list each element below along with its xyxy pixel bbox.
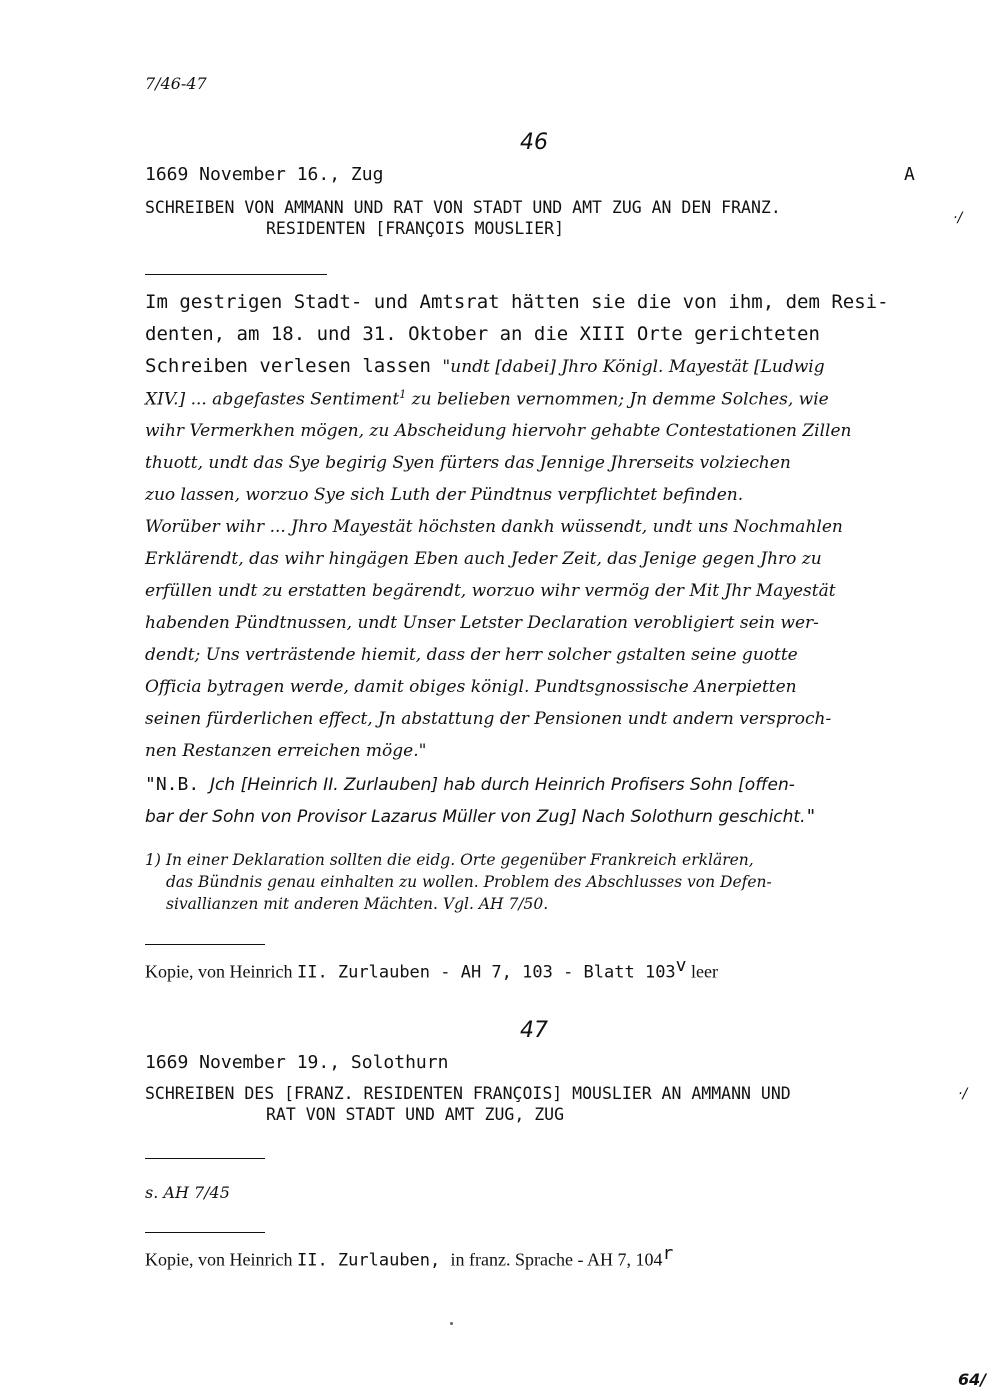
- source-text: II. Zurlauben - AH 7, 103 - Blatt 103: [296, 962, 676, 983]
- nota-bene-line: [145, 774, 795, 795]
- body-line: nen Restanzen erreichen möge.": [145, 741, 427, 761]
- nota-bene-text: bar der Sohn von Provisor Lazarus Müller von Zug] Nach Solothurn geschicht.: [145, 807, 806, 827]
- title-47-line-1: SCHREIBEN DES [FRANZ. RESIDENTEN FRANÇOIS] MOUSLIER AN AMMANN UND: [145, 1084, 791, 1103]
- document-number-47: 47: [520, 1018, 548, 1043]
- body-line: Erklärendt, das wihr hingägen Eben auch Jeder Zeit, das Jenige gegen Jhro zu: [145, 549, 822, 569]
- quote-text: zu belieben vernommen; Jn demme Solches, wie: [406, 389, 829, 410]
- source-text: Kopie, von Heinrich: [145, 961, 297, 982]
- body-line: thuott, undt das Sye begirig Syen fürters das Jennige Jhrerseits volziechen: [145, 453, 791, 473]
- source-text: Kopie, von Heinrich: [145, 1249, 297, 1270]
- quote-text: XIV.] ... abgefastes Sentiment: [145, 389, 400, 410]
- separator-rule: [145, 944, 265, 945]
- body-line: Worüber wihr ... Jhro Mayestät höchsten dankh wüssendt, undt uns Nochmahlen: [145, 517, 843, 537]
- quote-text: "undt [dabei] Jhro Königl. Mayestät [Ludwig: [442, 357, 825, 377]
- footnote-line: sivallianzen mit anderen Mächten. Vgl. AH 7/50.: [166, 895, 549, 913]
- body-text: Schreiben verlesen lassen: [145, 355, 443, 377]
- margin-mark-46: ·/: [953, 210, 963, 226]
- body-line: dendt; Uns verträstende hiemit, dass der herr solcher gstalten seine guotte: [145, 645, 798, 665]
- separator-rule: [145, 1158, 265, 1159]
- source-superscript: r: [662, 1243, 674, 1264]
- body-line: zuo lassen, worzuo Sye sich Luth der Pündtnus verpflichtet befinden.: [145, 485, 744, 505]
- body-line: seinen fürderlichen effect, Jn abstattung der Pensionen undt andern versproch-: [145, 709, 832, 729]
- footnote-line: 1) In einer Deklaration sollten die eidg. Orte gegenüber Frankreich erklären,: [145, 851, 754, 869]
- footnote-reference: 1: [399, 388, 407, 401]
- nota-bene-label: "N.B.: [145, 774, 211, 795]
- date-place-47: 1669 November 19., Solothurn: [145, 1052, 449, 1073]
- nota-bene-line: [145, 806, 816, 827]
- title-46-line-1: SCHREIBEN VON AMMANN UND RAT VON STADT UND AMT ZUG AN DEN FRANZ.: [145, 198, 781, 217]
- title-47-line-2: RAT VON STADT UND AMT ZUG, ZUG: [266, 1105, 565, 1124]
- separator-rule: [145, 274, 327, 275]
- body-line: Im gestrigen Stadt- und Amtsrat hätten sie die von ihm, dem Resi-: [145, 291, 889, 313]
- separator-rule: [145, 1232, 265, 1233]
- title-46-line-2: RESIDENTEN [FRANÇOIS MOUSLIER]: [266, 219, 565, 238]
- body-line: wihr Vermerkhen mögen, zu Abscheidung hiervohr gehabte Contestationen Zillen: [145, 421, 852, 441]
- stray-mark: [450, 1322, 453, 1325]
- source-text: leer: [686, 961, 718, 982]
- cross-reference: s. AH 7/45: [145, 1183, 230, 1202]
- body-line: [145, 355, 825, 377]
- body-line: Officia bytragen werde, damit obiges königl. Pundtsgnossische Anerpietten: [145, 677, 797, 697]
- document-number-46: 46: [520, 130, 548, 155]
- nota-bene-text: Jch [Heinrich II. Zurlauben] hab durch Heinrich Profisers Sohn [offen-: [210, 775, 795, 795]
- source-superscript: v: [675, 955, 687, 976]
- source-note-46: [145, 955, 718, 982]
- archive-reference: 7/46-47: [145, 74, 207, 93]
- margin-mark-47: ·/: [958, 1086, 968, 1102]
- edition-letter: A: [904, 164, 915, 185]
- body-line: denten, am 18. und 31. Oktober an die XIII Orte gerichteten: [145, 323, 820, 345]
- source-note-47: [145, 1243, 673, 1270]
- source-text: in franz. Sprache - AH 7, 104: [450, 1249, 663, 1270]
- body-line: erfüllen undt zu erstatten begärendt, worzuo wihr vermög der Mit Jhr Mayestät: [145, 581, 836, 601]
- date-place-46: 1669 November 16., Zug: [145, 164, 384, 185]
- body-line: [145, 388, 829, 410]
- body-line: habenden Pündtnussen, undt Unser Letster Declaration verobligiert sein wer-: [145, 613, 819, 633]
- nota-bene-quote: ": [805, 806, 817, 827]
- source-text: II. Zurlauben,: [296, 1250, 451, 1271]
- footnote-line: das Bündnis genau einhalten zu wollen. Problem des Abschlusses von Defen-: [166, 873, 772, 891]
- page-number-mark: 64/: [958, 1370, 987, 1389]
